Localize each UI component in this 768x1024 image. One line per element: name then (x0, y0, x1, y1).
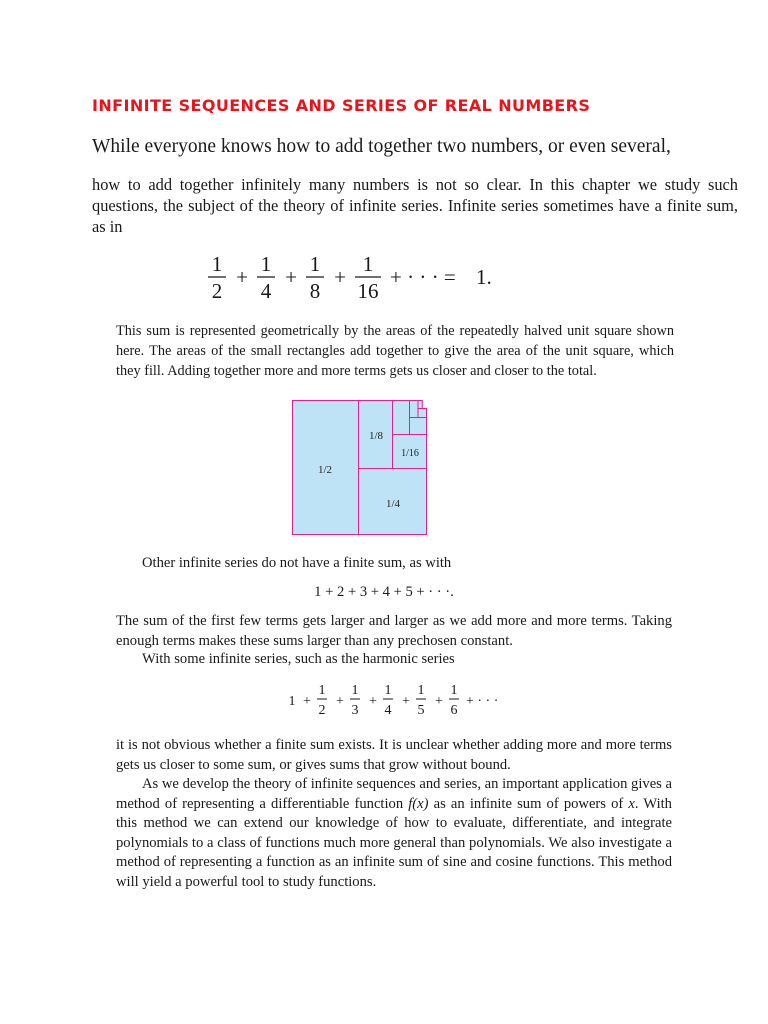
intro-paragraph: how to add together infinitely many numbers is not so clear. In this chapter we study such questions, the subject of the theory of infinite series. Infinite series sometimes have a finite sum, as in (92, 175, 738, 236)
geometric-description: This sum is represented geometrically by the areas of the repeatedly halved unit square shown here. The areas of the small rectangles add together to give the area of the unit square, which they fill. Adding together more and more terms gets us closer and closer to the total. (116, 323, 674, 379)
closing-paragraph-2b: as an infinite sum of powers of (433, 795, 624, 812)
geometric-series-equation (200, 250, 510, 310)
chapter-heading: INFINITE SEQUENCES AND SERIES OF REAL NUMBERS (92, 96, 591, 115)
frac-1-16-num: 1 (362, 252, 374, 276)
plus-sign: + (435, 694, 443, 709)
frac-1-2-den: 2 (318, 703, 326, 718)
series-sum: 1. (476, 265, 492, 289)
frac-1-3-num: 1 (351, 683, 359, 698)
unit-square-rectangles (293, 401, 427, 535)
divergent-series: 1 + 2 + 3 + 4 + 5 + · · ·. (314, 584, 454, 600)
rect-256th (418, 409, 427, 418)
frac-1-4-num: 1 (384, 683, 392, 698)
harmonic-tail: + · · · (466, 694, 499, 709)
function-fx: f(x) (408, 795, 429, 812)
plus-sign: + (336, 694, 344, 709)
frac-1-2-num: 1 (211, 252, 223, 276)
plus-sign: + (334, 265, 346, 289)
frac-1-3-den: 3 (351, 703, 359, 718)
frac-1-4-den: 4 (384, 703, 392, 718)
plus-sign: + (236, 265, 248, 289)
closing-paragraph-1: it is not obvious whether a finite sum exists. It is unclear whether adding more and more terms gets us closer to some sum, or gives sums that grow without bound. (116, 737, 672, 773)
rect-64th (410, 418, 427, 435)
frac-1-16-den: 16 (357, 279, 379, 303)
frac-1-5-num: 1 (417, 683, 425, 698)
lead-sentence: While everyone knows how to add together two numbers, or even several, (92, 136, 671, 157)
label-half: 1/2 (317, 464, 333, 476)
label-eighth: 1/8 (368, 430, 384, 442)
plus-sign: + (402, 694, 410, 709)
frac-1-4-den: 4 (260, 279, 272, 303)
frac-1-8-den: 8 (309, 279, 321, 303)
frac-1-4-num: 1 (260, 252, 272, 276)
plus-sign: + (303, 694, 311, 709)
plus-sign: + (285, 265, 297, 289)
rect-32nd (393, 401, 410, 435)
closing-paragraph-2c: . With this method we can extend our knowledge of how to evaluate, differentiate, and integrate polynomials to a class of functions much more general than polynomials. We also investigate a method of representing a function as an infinite sum of sine and cosine functions. This method will yield a powerful tool to study functions. (116, 795, 672, 890)
frac-1-8-num: 1 (309, 252, 321, 276)
variable-x: x (628, 795, 635, 812)
plus-sign: + (369, 694, 377, 709)
harmonic-lead: 1 (288, 694, 296, 709)
rect-512th (418, 401, 422, 409)
frac-1-6-num: 1 (450, 683, 458, 698)
closing-paragraphs (116, 736, 672, 892)
halved-unit-square-diagram (292, 400, 428, 536)
rect-128th (410, 401, 419, 418)
closing-paragraph-2a: As we develop the theory of infinite sequences and series, an important application gives a method of representing a differentiable function (116, 776, 672, 812)
harmonic-intro: With some infinite series, such as the harmonic series (142, 651, 455, 667)
divergent-intro: Other infinite series do not have a finite sum, as with (142, 555, 452, 571)
series-tail: + · · · = (390, 265, 456, 289)
frac-1-2-num: 1 (318, 683, 326, 698)
label-quarter: 1/4 (385, 498, 401, 510)
harmonic-series-equation (288, 680, 508, 722)
frac-1-5-den: 5 (417, 703, 425, 718)
label-sixteenth: 1/16 (401, 448, 419, 459)
divergent-description: The sum of the first few terms gets larger and larger as we add more and more terms. Taking enough terms makes these sums larger than any prechosen constant. (116, 613, 672, 649)
frac-1-6-den: 6 (450, 703, 458, 718)
frac-1-2-den: 2 (211, 279, 223, 303)
